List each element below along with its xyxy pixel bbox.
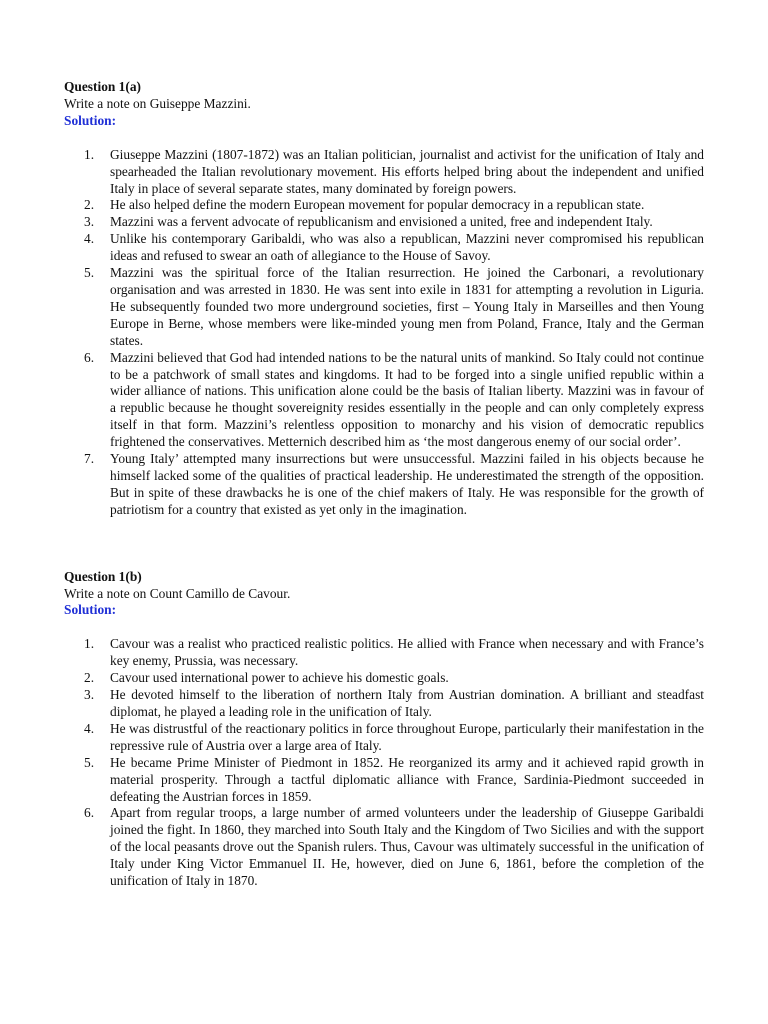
list-item: 4. He was distrustful of the reactionary politics in force throughout Europe, particularly their manifestation in the repressive rule of Austria over a large area of Italy.	[84, 720, 704, 753]
question-1a-solution-label: Solution:	[64, 112, 117, 128]
question-1b-section	[64, 569, 704, 890]
question-1a-title: Question 1(a)	[64, 79, 141, 94]
question-1b-points	[64, 636, 704, 890]
document-page	[64, 79, 704, 890]
list-item: 6. Apart from regular troops, a large number of armed volunteers under the leadership of Giuseppe Garibaldi joined the fight. In 1860, they marched into South Italy and the Kingdom of Two Sicilies and with the support of the local peasants drove out the Spanish rulers. Thus, Cavour was ultimately successful in the unification of Italy under King Victor Emmanuel II. He, however, died on June 6, 1861, before the completion of the unification of Italy in 1870.	[84, 805, 704, 889]
list-item: 1. Cavour was a realist who practiced realistic politics. He allied with France when necessary and with France’s key enemy, Prussia, was necessary.	[84, 636, 704, 669]
list-item: 1. Giuseppe Mazzini (1807-1872) was an Italian politician, journalist and activist for the unification of Italy and spearheaded the Italian revolutionary movement. His efforts helped bring about the independent and unified Italy in place of several separate states, many dominated by foreign powers.	[84, 146, 704, 196]
list-item: 4. Unlike his contemporary Garibaldi, who was also a republican, Mazzini never compromised his republican ideas and refused to swear an oath of allegiance to the House of Savoy.	[84, 231, 704, 264]
list-item: 5. He became Prime Minister of Piedmont in 1852. He reorganized its army and it achieved rapid growth in material prosperity. Through a tactful diplomatic alliance with France, Sardinia-Piedmont succeeded in defeating the Austrian forces in 1859.	[84, 754, 704, 804]
list-item: 7. Young Italy’ attempted many insurrections but were unsuccessful. Mazzini failed in his objects because he himself lacked some of the qualities of practical leadership. He underestimated the strength of the opposition. But in spite of these drawbacks he is one of the chief makers of Italy. He was responsible for the growth of patriotism for a country that existed as yet only in the imagination.	[84, 451, 704, 517]
question-1b-prompt: Write a note on Count Camillo de Cavour.	[64, 585, 291, 601]
question-1b-solution-label: Solution:	[64, 602, 117, 618]
question-1a-prompt: Write a note on Guiseppe Mazzini.	[64, 95, 251, 111]
question-1a-points	[64, 147, 704, 519]
question-1b-title: Question 1(b)	[64, 568, 142, 584]
list-item: 2. Cavour used international power to achieve his domestic goals.	[84, 670, 449, 686]
list-item: 5. Mazzini was the spiritual force of the Italian resurrection. He joined the Carbonari, a revolutionary organisation and was arrested in 1830. He was sent into exile in 1831 for attempting a revolution in Liguria. He subsequently founded two more underground societies, first – Young Italy in Marseilles and then Young Europe in Berne, whose members were like-minded young men from Poland, France, Italy and the German states.	[84, 265, 704, 348]
list-item: 3. He devoted himself to the liberation of northern Italy from Austrian domination. A brilliant and steadfast diplomat, he played a leading role in the unification of Italy.	[84, 687, 704, 719]
question-1a-section	[64, 79, 704, 519]
list-item: 6. Mazzini believed that God had intended nations to be the natural units of mankind. So Italy could not continue to be a patchwork of small states and kingdoms. It had to be forged into a single unified republic within a wider alliance of nations. This unification alone could be the basis of Italian liberty. Mazzini was in favour of a republic because he thought sovereignity resides essentially in the people and can only completely express itself in that form. Mazzini’s relentless opposition to monarchy and his vision of democratic republics frightened the conservatives. Metternich described him as ‘the most dangerous enemy of our social order’.	[84, 349, 704, 450]
list-item: 2. He also helped define the modern European movement for popular democracy in a republican state.	[84, 197, 645, 213]
list-item: 3. Mazzini was a fervent advocate of republicanism and envisioned a united, free and independent Italy.	[84, 214, 653, 230]
